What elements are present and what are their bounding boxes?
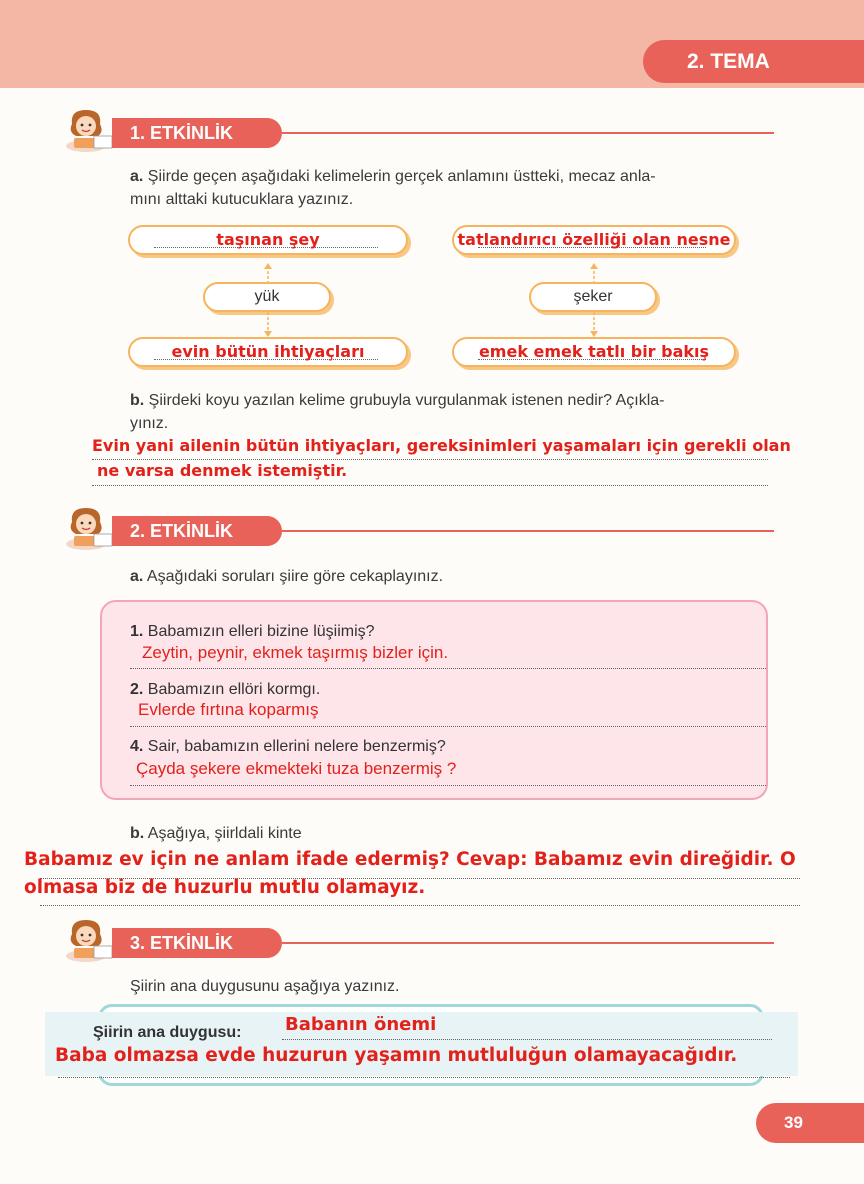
q4-answer: Çayda şekere ekmekteki tuza benzermiş ? <box>136 759 457 778</box>
s1-instruction-a <box>130 165 656 211</box>
seker-figurative-box[interactable] <box>452 337 736 367</box>
q1-answer: Zeytin, peynir, ekmek taşırmış bizler için. <box>142 643 449 662</box>
s2-b-label: b. <box>130 825 145 842</box>
s2-a-text: Aşağıdaki soruları şiire göre cekaplayınız. <box>146 568 444 585</box>
s2-instruction-b <box>130 822 302 845</box>
q1-text: Babamızın elleri bizine lüşiimiş? <box>147 623 375 640</box>
s3-instruction: Şiirin ana duygusunu aşağıya yazınız. <box>130 978 400 995</box>
seker-word: şeker <box>573 288 613 305</box>
section-1-rule <box>282 132 774 134</box>
yuk-literal-answer: taşınan şey <box>216 230 320 249</box>
q4-text: Sair, babamızın ellerini nelere benzermiş? <box>147 738 446 755</box>
q2-text: Babamızın ellöri kormgı. <box>147 681 321 698</box>
question-1 <box>130 623 375 641</box>
section-3-rule <box>282 942 774 944</box>
s2-b-answer-1: Babamız ev için ne anlam ifade edermiş? Cevap: Babamız evin direğidir. O <box>24 849 796 870</box>
s1-b-text-1: Şiirdeki koyu yazılan kelime grubuyla vurgulanmak istenen nedir? Açıkla- <box>148 392 665 409</box>
s1-a-label: a. <box>130 168 144 185</box>
main-emotion-label: Şiirin ana duygusu: <box>93 1024 242 1041</box>
page-number: 39 <box>756 1103 864 1143</box>
s3-answer-1: Babanın önemi <box>285 1014 437 1035</box>
reading-girl-icon <box>64 106 118 156</box>
seker-figurative-answer: emek emek tatlı bir bakış <box>478 342 710 361</box>
reading-girl-icon <box>64 916 118 966</box>
question-2 <box>130 681 320 699</box>
s1-a-text-1: Şiirde geçen aşağıdaki kelimelerin gerçek anlamını üstteki, mecaz anla- <box>147 168 656 185</box>
q4-number: 4. <box>130 738 144 755</box>
section-3-header <box>64 916 774 966</box>
section-1-header <box>64 106 774 156</box>
q2-answer: Evlerde fırtına koparmış <box>138 700 319 719</box>
seker-literal-answer: tatlandırıcı özelliği olan nesne <box>457 230 731 249</box>
s2-instruction-a <box>130 565 443 588</box>
s3-answer-2: Baba olmazsa evde huzurun yaşamın mutluluğun olamayacağıdır. <box>55 1045 738 1066</box>
s1-b-text-2: yınız. <box>130 415 169 432</box>
arrow-down-icon <box>263 308 273 338</box>
yuk-figurative-answer: evin bütün ihtiyaçları <box>171 342 365 361</box>
question-4 <box>130 738 446 756</box>
seker-literal-box[interactable] <box>452 225 736 255</box>
s2-b-answer-2: olmasa biz de huzurlu mutlu olamayız. <box>24 877 426 898</box>
section-2-title: 2. ETKİNLİK <box>112 516 282 546</box>
yuk-word: yük <box>254 288 280 305</box>
section-2-header <box>64 504 774 554</box>
s1-instruction-b <box>130 389 664 435</box>
section-3-title: 3. ETKİNLİK <box>112 928 282 958</box>
q1-number: 1. <box>130 623 144 640</box>
s1-b-answer-1: Evin yani ailenin bütün ihtiyaçları, gereksinimleri yaşamaları için gerekli olan <box>92 436 791 455</box>
s1-b-answer-2: ne varsa denmek istemiştir. <box>97 461 348 480</box>
yuk-figurative-box[interactable] <box>128 337 408 367</box>
theme-label: 2. TEMA <box>643 40 864 83</box>
q2-number: 2. <box>130 681 144 698</box>
s1-a-text-2: mını alttaki kutucuklara yazınız. <box>130 191 354 208</box>
section-1-title: 1. ETKİNLİK <box>112 118 282 148</box>
arrow-down-icon <box>589 308 599 338</box>
s2-a-label: a. <box>130 568 144 585</box>
s1-b-label: b. <box>130 392 145 409</box>
reading-girl-icon <box>64 504 118 554</box>
yuk-literal-box[interactable] <box>128 225 408 255</box>
s2-b-text: Aşağıya, şiirldali kinte <box>147 825 302 842</box>
section-2-rule <box>282 530 774 532</box>
